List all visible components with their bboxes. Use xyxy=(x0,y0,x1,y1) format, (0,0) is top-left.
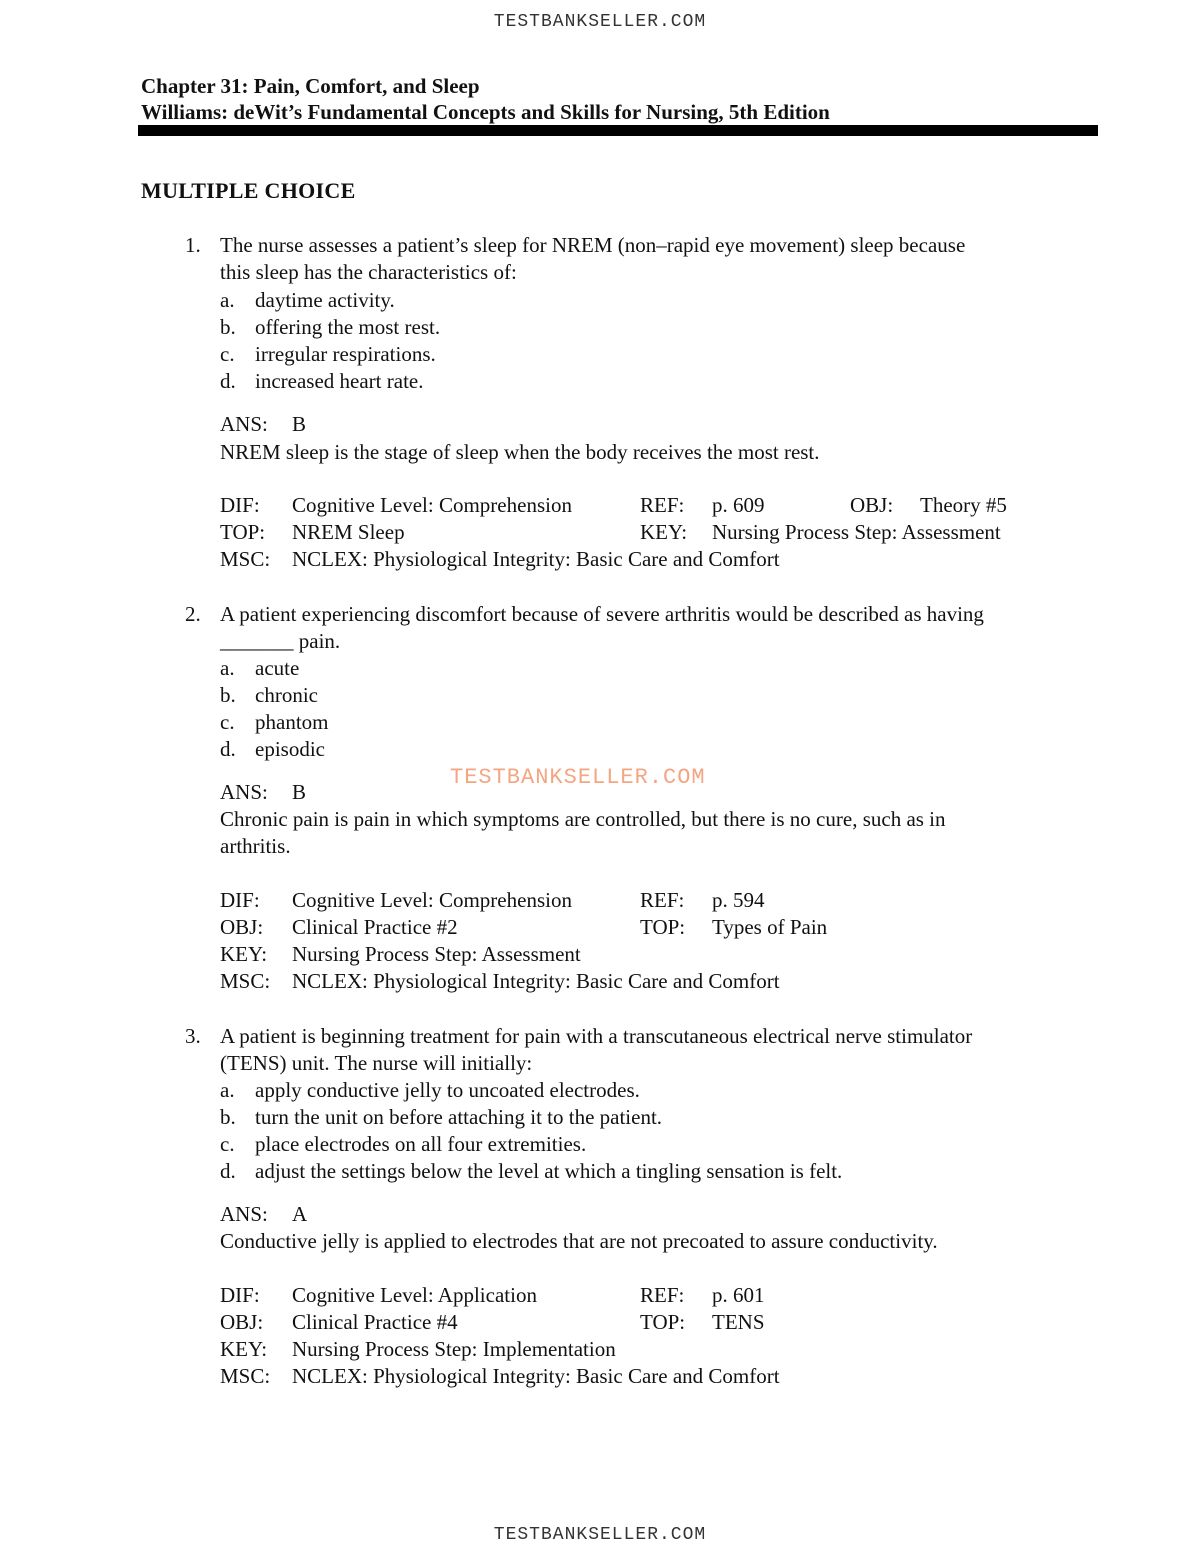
top-label: TOP: xyxy=(220,520,266,544)
obj-value: Theory #5 xyxy=(920,493,1007,517)
dif-label: DIF: xyxy=(220,888,260,912)
answer-label: ANS: xyxy=(220,412,268,436)
dif-value: Cognitive Level: Application xyxy=(292,1283,537,1307)
option-letter: b. xyxy=(220,315,236,339)
top-value: Types of Pain xyxy=(712,915,828,939)
option-letter: d. xyxy=(220,737,236,761)
question-stem: _______ pain. xyxy=(220,629,341,653)
key-label: KEY: xyxy=(220,942,268,966)
option-text: acute xyxy=(255,656,300,680)
question-stem: A patient is beginning treatment for pain with a transcutaneous electrical nerve stimulator xyxy=(220,1024,973,1048)
question-stem: The nurse assesses a patient’s sleep for NREM (non–rapid eye movement) sleep because xyxy=(220,233,966,257)
answer-label: ANS: xyxy=(220,780,268,804)
option-text: daytime activity. xyxy=(255,288,395,312)
question-stem: A patient experiencing discomfort because of severe arthritis would be described as having xyxy=(220,602,984,626)
option-text: place electrodes on all four extremities. xyxy=(255,1132,587,1156)
answer-value: B xyxy=(292,412,307,436)
ref-label: REF: xyxy=(640,888,685,912)
msc-value: NCLEX: Physiological Integrity: Basic Care and Comfort xyxy=(292,969,780,993)
question-number: 1. xyxy=(185,233,201,257)
obj-value: Clinical Practice #2 xyxy=(292,915,458,939)
key-value: Nursing Process Step: Assessment xyxy=(712,520,1001,544)
answer-label: ANS: xyxy=(220,1202,268,1226)
section-title: MULTIPLE CHOICE xyxy=(141,178,356,203)
rationale: arthritis. xyxy=(220,834,291,858)
header-rule xyxy=(138,125,1098,136)
dif-value: Cognitive Level: Comprehension xyxy=(292,888,572,912)
msc-label: MSC: xyxy=(220,547,271,571)
option-letter: b. xyxy=(220,1105,236,1129)
option-text: adjust the settings below the level at which a tingling sensation is felt. xyxy=(255,1159,843,1183)
option-text: offering the most rest. xyxy=(255,315,441,339)
answer-value: A xyxy=(292,1202,308,1226)
ref-value: p. 609 xyxy=(712,493,765,517)
book-title: Williams: deWit’s Fundamental Concepts and Skills for Nursing, 5th Edition xyxy=(141,100,830,124)
option-text: increased heart rate. xyxy=(255,369,424,393)
watermark-middle: TESTBANKSELLER.COM xyxy=(450,765,706,790)
obj-label: OBJ: xyxy=(220,915,264,939)
msc-label: MSC: xyxy=(220,1364,271,1388)
option-letter: a. xyxy=(220,288,235,312)
option-letter: b. xyxy=(220,683,236,707)
watermark-bottom: TESTBANKSELLER.COM xyxy=(493,1525,707,1545)
msc-value: NCLEX: Physiological Integrity: Basic Care and Comfort xyxy=(292,1364,780,1388)
top-value: NREM Sleep xyxy=(292,520,405,544)
obj-label: OBJ: xyxy=(220,1310,264,1334)
dif-value: Cognitive Level: Comprehension xyxy=(292,493,572,517)
top-label: TOP: xyxy=(640,915,686,939)
obj-value: Clinical Practice #4 xyxy=(292,1310,458,1334)
watermark-top: TESTBANKSELLER.COM xyxy=(493,12,707,32)
ref-label: REF: xyxy=(640,1283,685,1307)
key-value: Nursing Process Step: Implementation xyxy=(292,1337,616,1361)
option-letter: a. xyxy=(220,656,235,680)
option-letter: a. xyxy=(220,1078,235,1102)
option-text: chronic xyxy=(255,683,318,707)
dif-label: DIF: xyxy=(220,1283,260,1307)
ref-label: REF: xyxy=(640,493,685,517)
question-number: 2. xyxy=(185,602,201,626)
chapter-title: Chapter 31: Pain, Comfort, and Sleep xyxy=(141,74,480,98)
ref-value: p. 594 xyxy=(712,888,765,912)
option-letter: c. xyxy=(220,1132,235,1156)
msc-label: MSC: xyxy=(220,969,271,993)
key-label: KEY: xyxy=(640,520,688,544)
obj-label: OBJ: xyxy=(850,493,894,517)
answer-value: B xyxy=(292,780,307,804)
question-stem: this sleep has the characteristics of: xyxy=(220,260,517,284)
option-text: turn the unit on before attaching it to the patient. xyxy=(255,1105,663,1129)
option-letter: c. xyxy=(220,710,235,734)
option-text: apply conductive jelly to uncoated electrodes. xyxy=(255,1078,640,1102)
key-value: Nursing Process Step: Assessment xyxy=(292,942,581,966)
key-label: KEY: xyxy=(220,1337,268,1361)
rationale: Chronic pain is pain in which symptoms are controlled, but there is no cure, such as in xyxy=(220,807,946,831)
msc-value: NCLEX: Physiological Integrity: Basic Care and Comfort xyxy=(292,547,780,571)
dif-label: DIF: xyxy=(220,493,260,517)
option-letter: d. xyxy=(220,1159,236,1183)
question-number: 3. xyxy=(185,1024,201,1048)
option-text: phantom xyxy=(255,710,329,734)
ref-value: p. 601 xyxy=(712,1283,765,1307)
option-text: irregular respirations. xyxy=(255,342,436,366)
top-value: TENS xyxy=(712,1310,765,1334)
option-letter: c. xyxy=(220,342,235,366)
option-letter: d. xyxy=(220,369,236,393)
question-stem: (TENS) unit. The nurse will initially: xyxy=(220,1051,533,1075)
top-label: TOP: xyxy=(640,1310,686,1334)
rationale: Conductive jelly is applied to electrodes that are not precoated to assure conductivity. xyxy=(220,1229,938,1253)
option-text: episodic xyxy=(255,737,325,761)
rationale: NREM sleep is the stage of sleep when the body receives the most rest. xyxy=(220,440,820,464)
